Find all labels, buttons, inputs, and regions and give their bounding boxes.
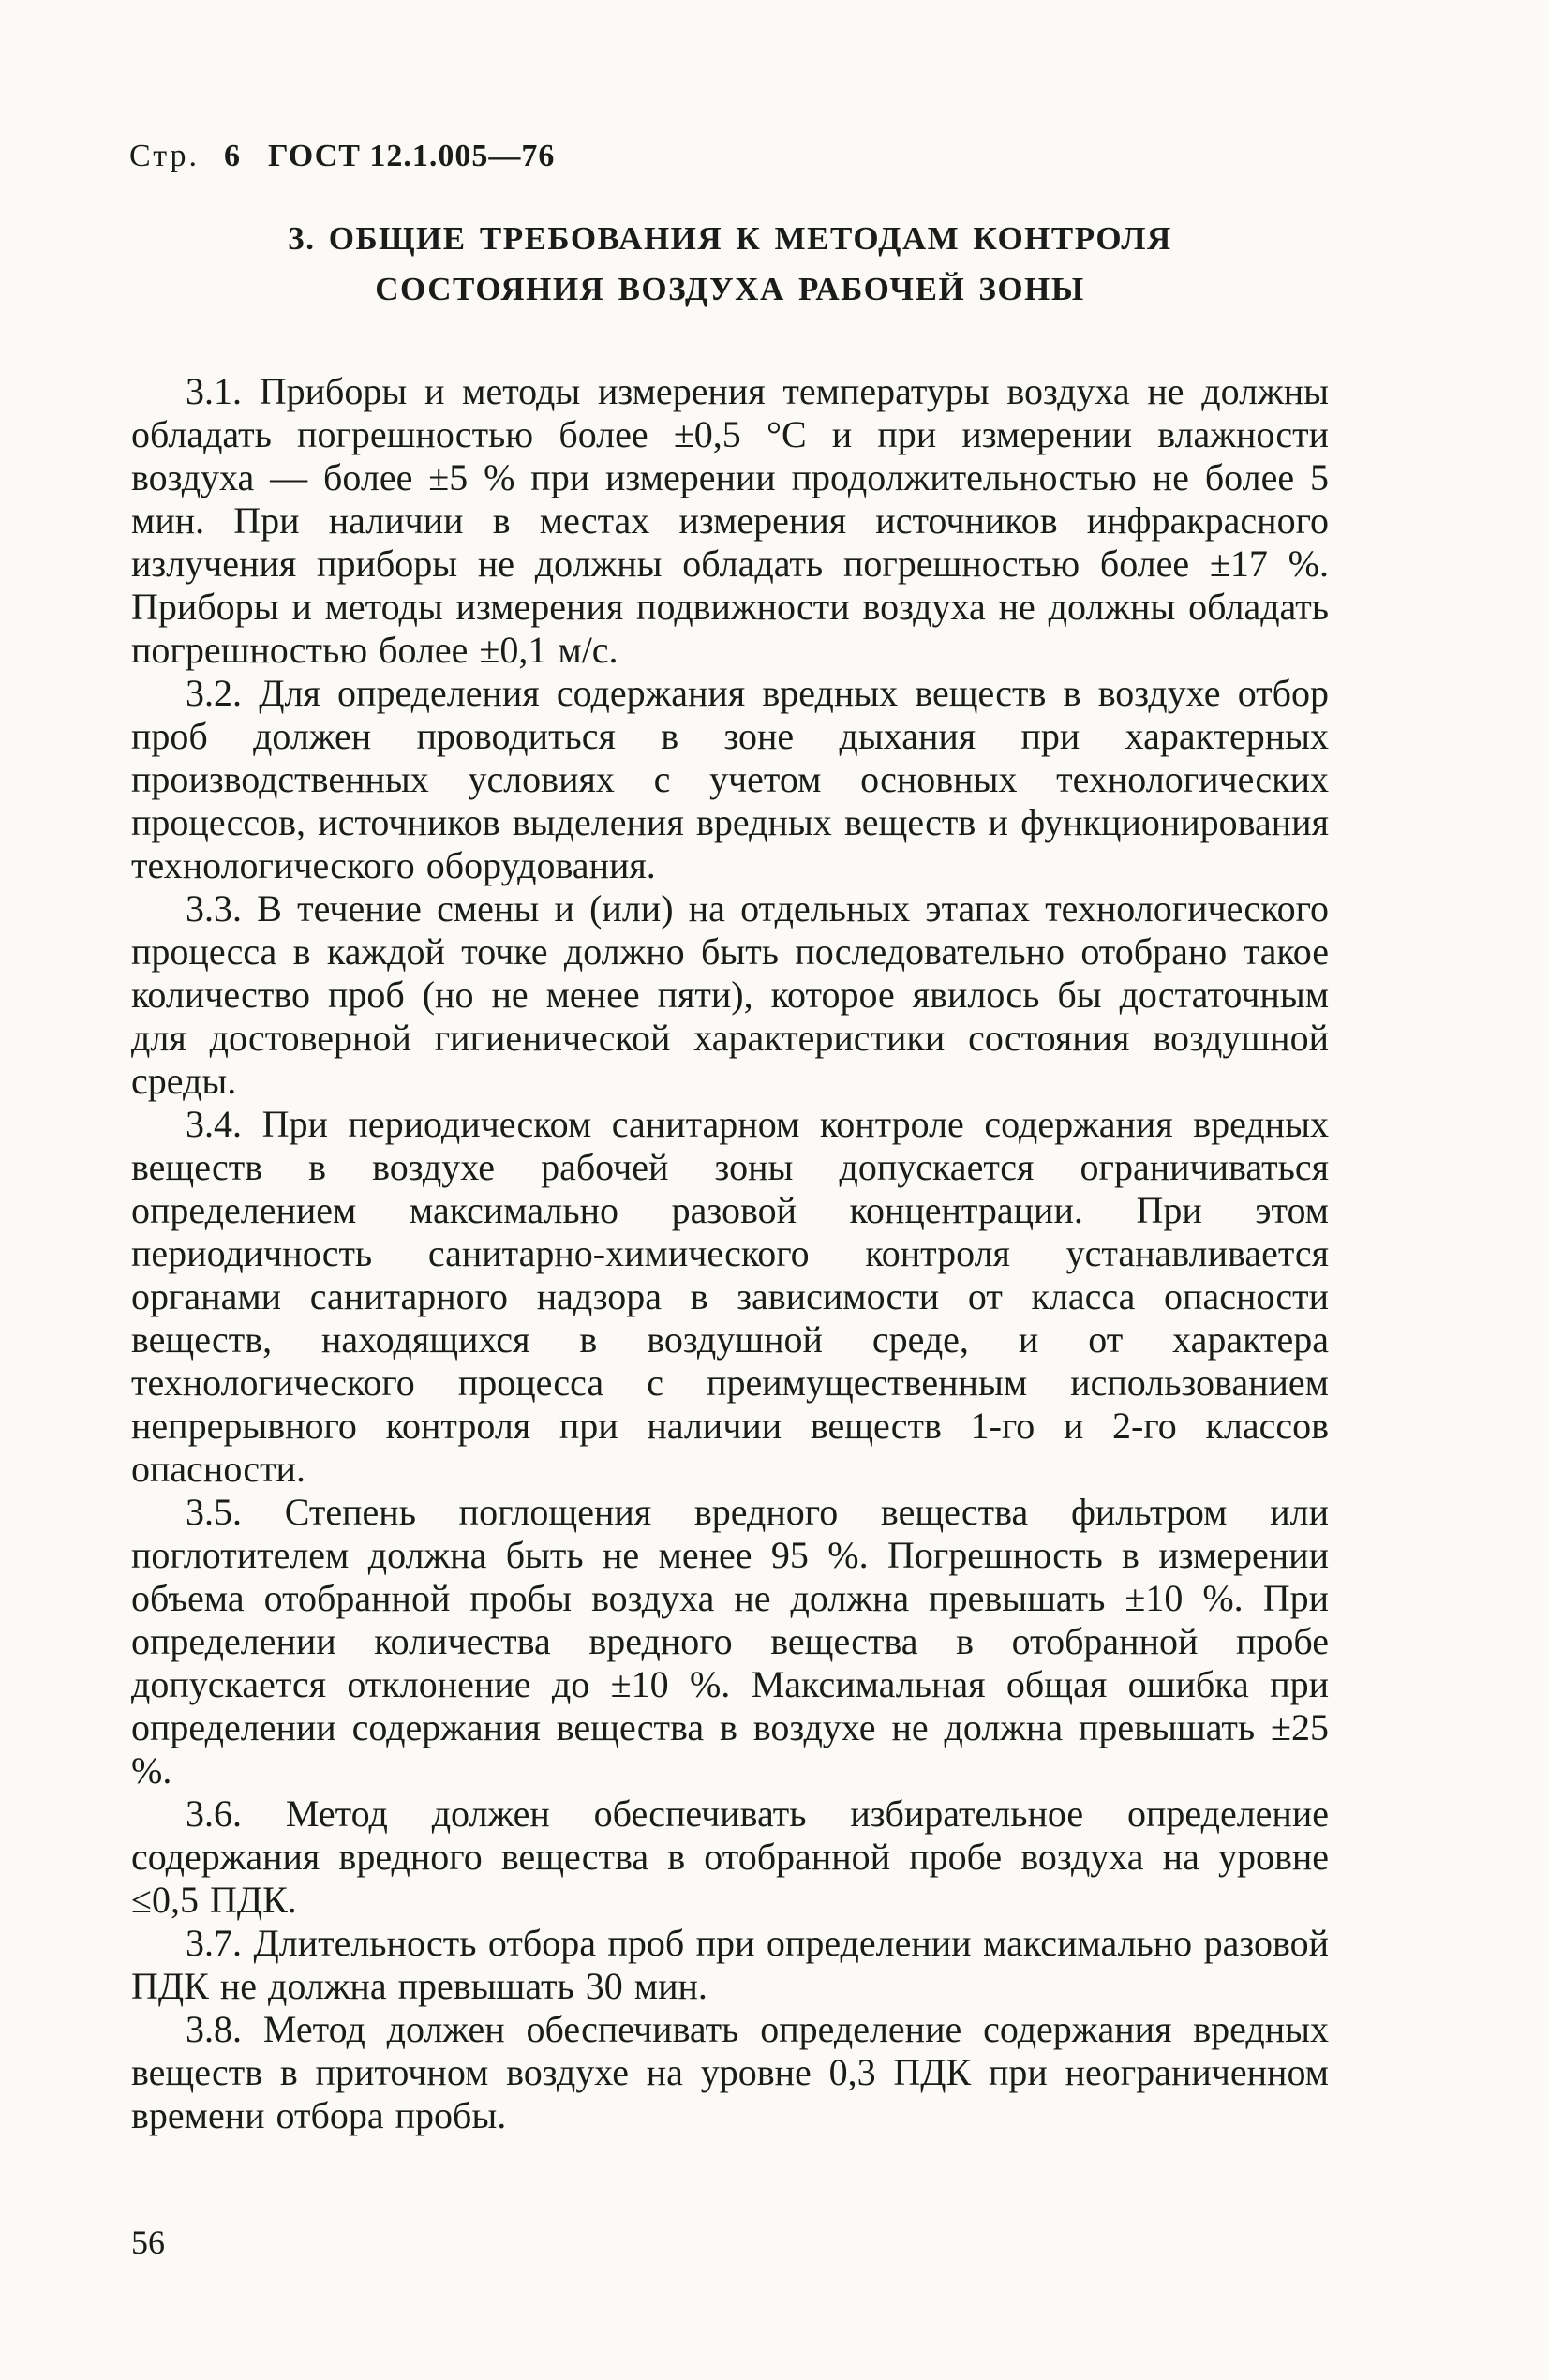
footer-page-number: 56: [131, 2224, 165, 2261]
paragraph-3-2: 3.2. Для определения содержания вредных веществ в воздухе отбор проб должен проводиться в зоне дыхания при характерных производственных условиях с учетом основных технологических процессов, источников выделения вредных веществ и функционирования технологического оборудования.: [131, 671, 1329, 886]
paragraph-3-5: 3.5. Степень поглощения вредного вещества фильтром или поглотителем должна быть не менее 95 %. Погрешность в измерении объема отобранной пробы воздуха не должна превышать ±10 %. При определении количества вредного вещества в отобранной пробе допускается отклонение до ±10 %. Максимальная общая ошибка при определении содержания вещества в воздухе не должна превышать ±25 %.: [131, 1490, 1329, 1792]
page-footer: [131, 2223, 165, 2262]
document-body: [131, 370, 1329, 2137]
document-id: ГОСТ 12.1.005—76: [268, 139, 556, 173]
page-header: [129, 139, 555, 174]
paragraph-3-8: 3.8. Метод должен обеспечивать определение содержания вредных веществ в приточном воздухе на уровне 0,3 ПДК при неограниченном времени отбора пробы.: [131, 2007, 1329, 2136]
paragraph-3-4: 3.4. При периодическом санитарном контроле содержания вредных веществ в воздухе рабочей зоны допускается ограничиваться определением максимально разовой концентрации. При этом периодичность санитарно-химического контроля устанавливается органами санитарного надзора в зависимости от класса опасности веществ, находящихся в воздушной среде, и от характера технологического процесса с преимущественным использованием непрерывного контроля при наличии веществ 1-го и 2-го классов опасности.: [131, 1102, 1329, 1490]
paragraph-3-3: 3.3. В течение смены и (или) на отдельных этапах технологического процесса в каждой точке должно быть последовательно отобрано такое количество проб (но не менее пяти), которое явилось бы достаточным для достоверной гигиенической характеристики состояния воздушной среды.: [131, 886, 1329, 1102]
page-label: Стр.: [129, 139, 201, 173]
section-title: [131, 214, 1329, 316]
paragraph-3-1: 3.1. Приборы и методы измерения температуры воздуха не должны обладать погрешностью более ±0,5 °С и при измерении влажности воздуха — более ±5 % при измерении продолжительностью не более 5 мин. При наличии в местах измерения источников инфракрасного излучения приборы не должны обладать погрешностью более ±17 %. Приборы и методы измерения подвижности воздуха не должны обладать погрешностью более ±0,1 м/с.: [131, 369, 1329, 671]
paragraph-3-6: 3.6. Метод должен обеспечивать избирательное определение содержания вредного вещества в отобранной пробе воздуха на уровне ≤0,5 ПДК.: [131, 1792, 1329, 1921]
section-title-line1: 3. ОБЩИЕ ТРЕБОВАНИЯ К МЕТОДАМ КОНТРОЛЯ: [288, 220, 1172, 257]
section-title-line2: СОСТОЯНИЯ ВОЗДУХА РАБОЧЕЙ ЗОНЫ: [375, 271, 1085, 308]
document-content: [131, 214, 1329, 2137]
header-page-number: 6: [224, 139, 241, 173]
paragraph-3-7: 3.7. Длительность отбора проб при определении максимально разовой ПДК не должна превышать 30 мин.: [131, 1921, 1329, 2007]
